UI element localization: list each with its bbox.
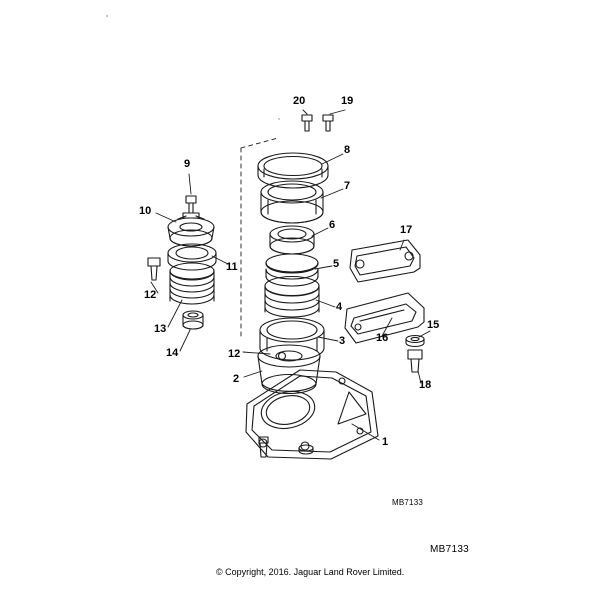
part-12-bolt-left xyxy=(148,258,160,280)
callout-2: 2 xyxy=(233,373,240,385)
callout-12-centre: 12 xyxy=(228,348,241,360)
part-7-upper-housing xyxy=(261,181,323,223)
callout-11: 11 xyxy=(226,261,238,273)
callout-9: 9 xyxy=(184,158,191,170)
callout-10: 10 xyxy=(139,205,152,217)
part-1-mounting-plate xyxy=(246,370,378,459)
callout-14: 14 xyxy=(166,347,179,359)
part-17-upper-bracket xyxy=(350,240,420,282)
part-8-upper-ring xyxy=(258,153,328,188)
callout-13: 13 xyxy=(154,323,167,335)
part-5-upper-coil xyxy=(266,254,318,286)
callout-1: 1 xyxy=(382,436,389,448)
part-14-lower-bush xyxy=(183,311,203,329)
callout-6: 6 xyxy=(329,219,336,231)
callout-16: 16 xyxy=(376,332,389,344)
callout-12-left: 12 xyxy=(144,289,157,301)
scan-artifact xyxy=(278,118,280,120)
part-9-top-stud xyxy=(183,196,199,218)
callout-18: 18 xyxy=(419,379,432,391)
callout-3: 3 xyxy=(339,335,346,347)
diagram-code-large: MB7133 xyxy=(430,544,470,555)
leader-lines xyxy=(151,110,430,440)
part-20-screw xyxy=(302,115,312,131)
part-10-damper-mount xyxy=(168,216,214,246)
callout-20: 20 xyxy=(293,95,306,107)
part-18-nut xyxy=(408,350,422,372)
diagram-code-small: MB7133 xyxy=(392,498,423,507)
assembly-axis-line xyxy=(241,138,278,336)
part-6-bump-stop xyxy=(270,226,314,254)
callout-4: 4 xyxy=(336,301,343,313)
part-2-pedestal xyxy=(258,345,320,394)
part-15-washer xyxy=(406,336,424,347)
copyright-notice: © Copyright, 2016. Jaguar Land Rover Limited. xyxy=(216,567,405,577)
part-13-boot xyxy=(170,263,214,304)
scan-artifact xyxy=(106,15,108,17)
callout-8: 8 xyxy=(344,144,351,156)
part-19-screw xyxy=(323,115,333,131)
callout-19: 19 xyxy=(341,95,354,107)
callout-15: 15 xyxy=(427,319,440,331)
callout-7: 7 xyxy=(344,180,351,192)
callout-17: 17 xyxy=(400,224,413,236)
callout-5: 5 xyxy=(333,258,340,270)
